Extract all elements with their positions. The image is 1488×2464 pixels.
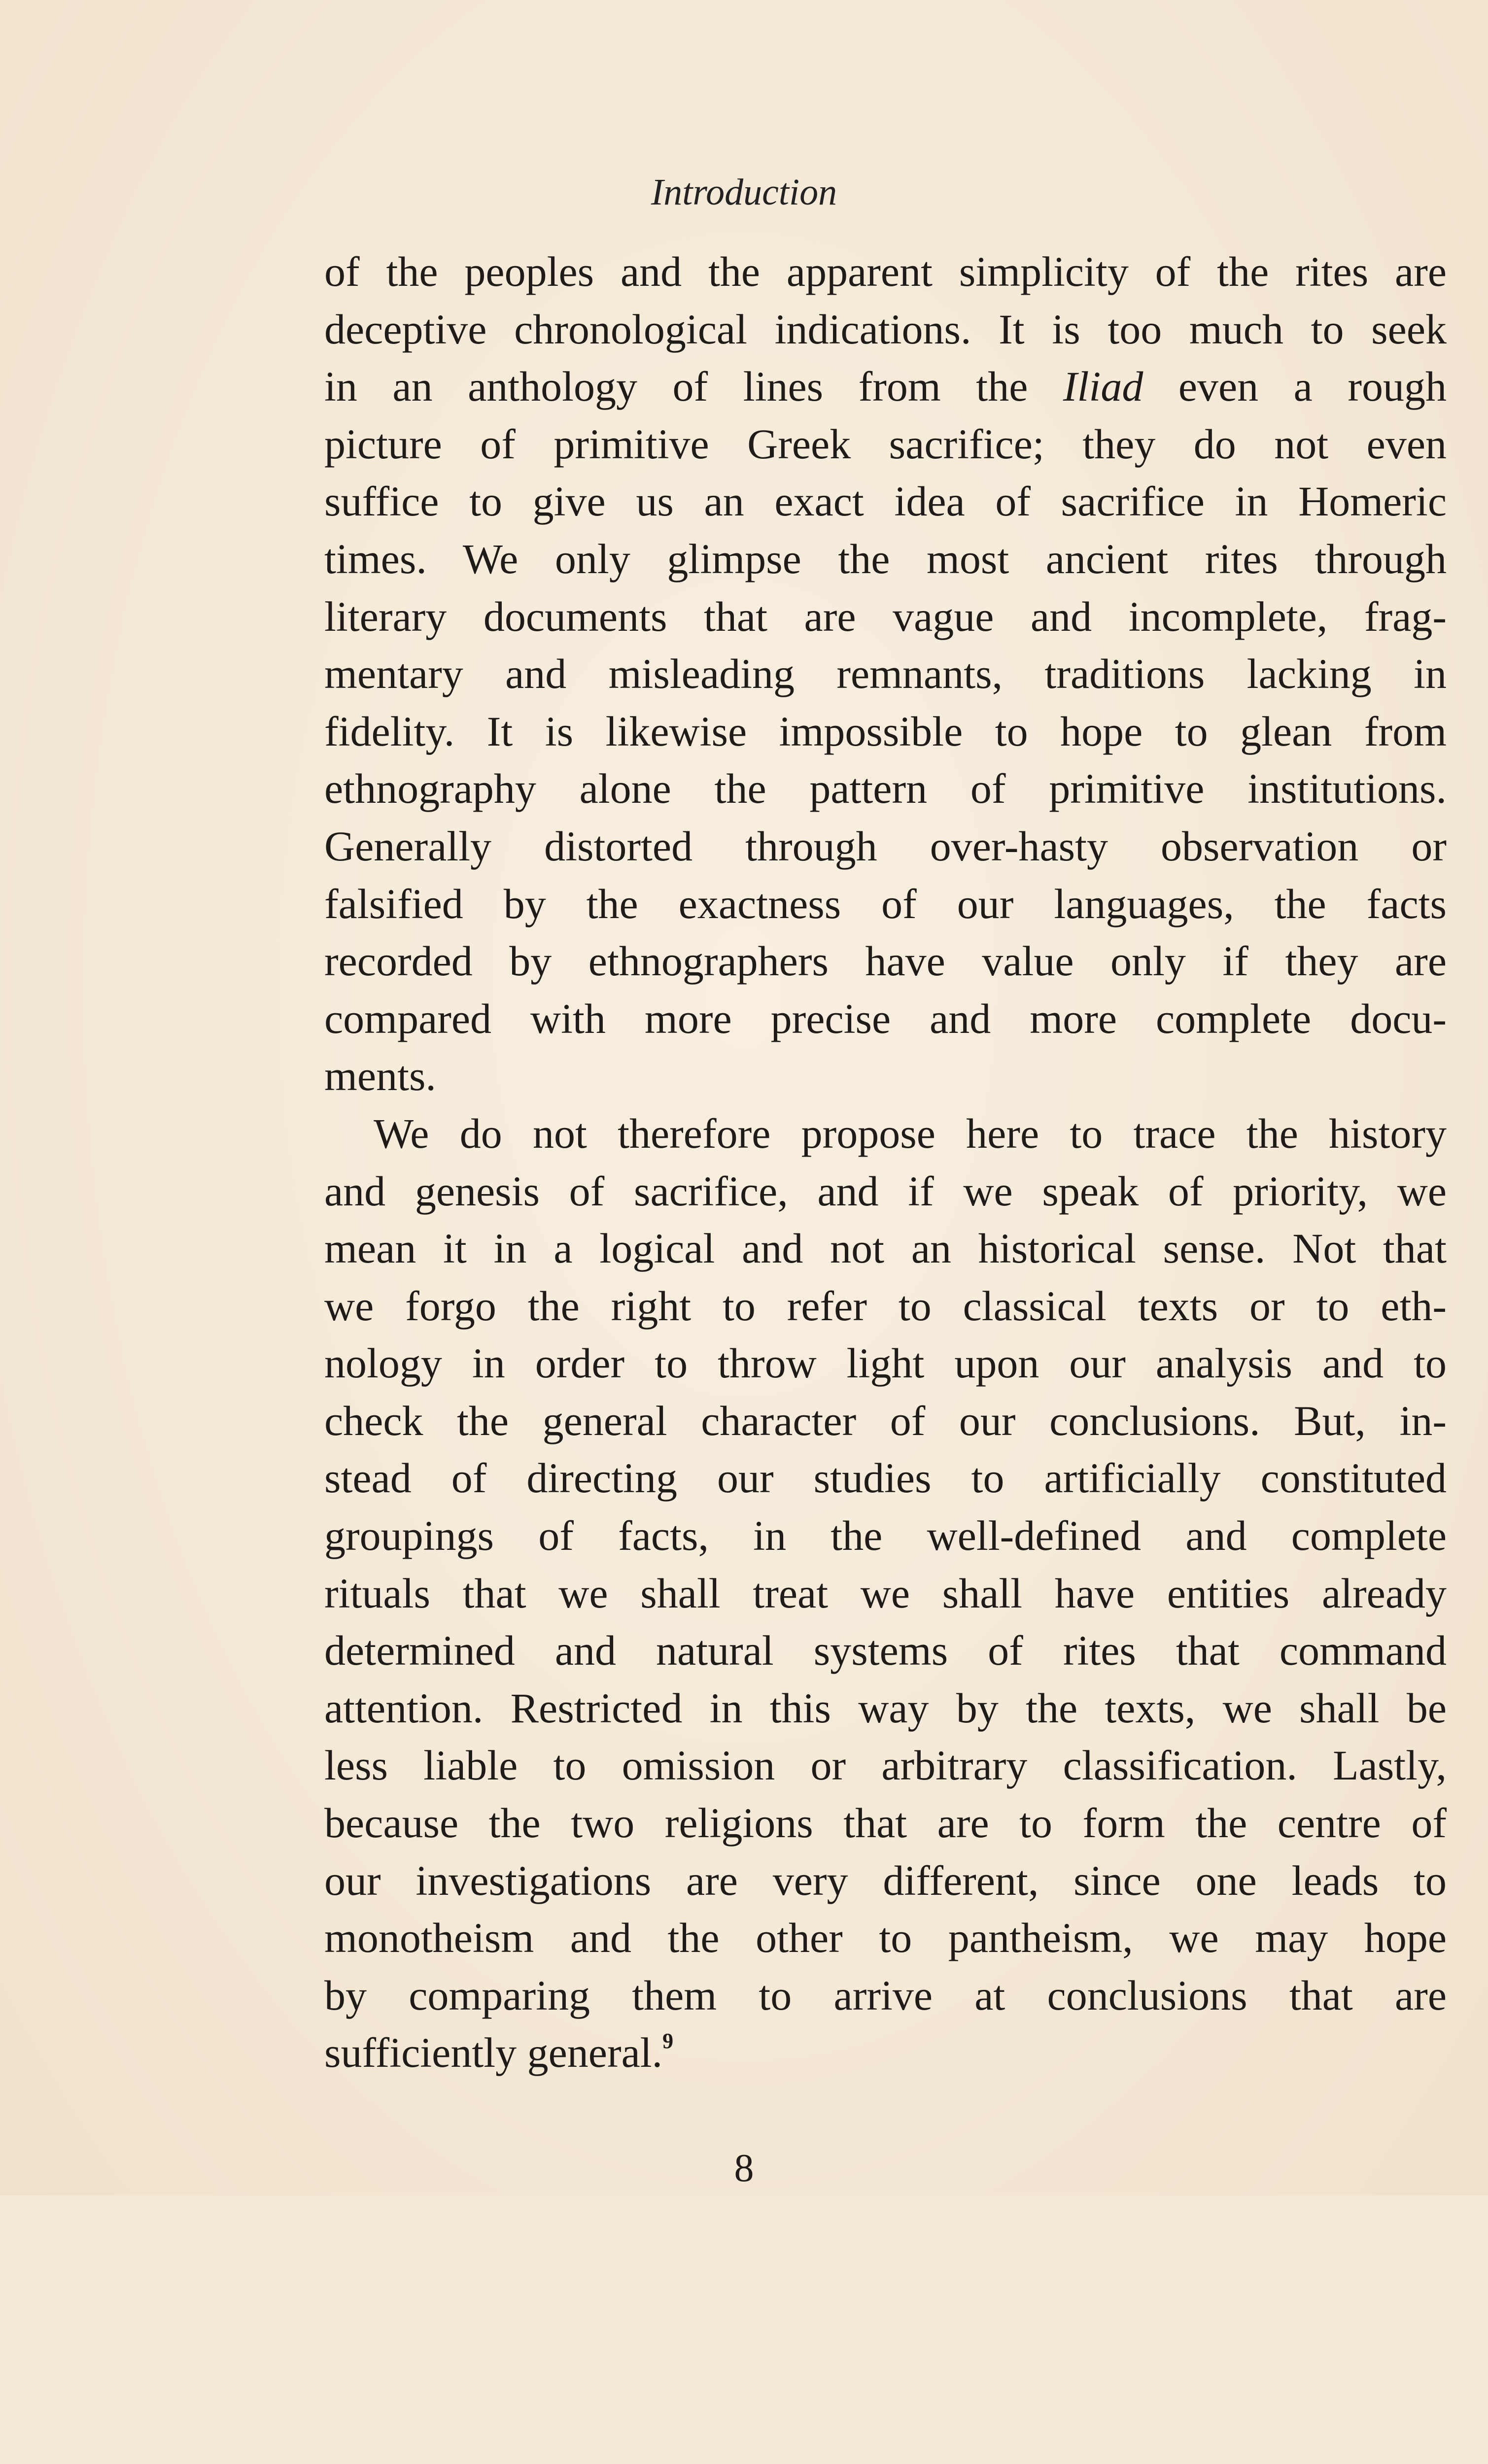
text-segment[interactable]: of the peoples and the apparent simplicity of the rites are xyxy=(324,248,1447,295)
text-segment[interactable]: We do not therefore propose here to trace the history xyxy=(374,1109,1447,1157)
text-segment[interactable]: monotheism and the other to pantheism, we may hope xyxy=(324,1914,1447,1962)
text-segment[interactable]: Generally distorted through over-hasty observation or xyxy=(324,822,1447,870)
text-segment[interactable]: rituals that we shall treat we shall have entities already xyxy=(324,1569,1447,1617)
text-segment[interactable]: groupings of facts, in the well-defined and complete xyxy=(324,1512,1447,1560)
text-line xyxy=(324,2024,1447,2082)
text-line xyxy=(324,645,1447,703)
text-line xyxy=(324,875,1447,933)
text-segment[interactable]: even a rough xyxy=(1143,363,1447,411)
text-segment[interactable]: and genesis of sacrifice, and if we speak of priority, we xyxy=(324,1167,1447,1215)
text-segment[interactable]: determined and natural systems of rites that command xyxy=(324,1627,1447,1675)
text-segment[interactable]: stead of directing our studies to artificially constituted xyxy=(324,1454,1447,1502)
text-line xyxy=(324,1105,1447,1163)
text-segment[interactable]: check the general character of our conclusions. But, in- xyxy=(324,1397,1447,1444)
text-line xyxy=(324,301,1447,358)
text-segment[interactable]: by comparing them to arrive at conclusions that are xyxy=(324,1971,1447,2019)
text-segment[interactable]: compared with more precise and more complete docu- xyxy=(324,994,1447,1042)
text-line xyxy=(324,703,1447,760)
text-segment[interactable]: recorded by ethnographers have value only if they are xyxy=(324,937,1447,985)
text-segment[interactable]: nology in order to throw light upon our analysis and to xyxy=(324,1339,1447,1387)
text-line xyxy=(324,358,1447,415)
text-segment[interactable]: in an anthology of lines from the xyxy=(324,363,1063,411)
text-line xyxy=(324,1565,1447,1622)
text-line xyxy=(324,1622,1447,1679)
body-text xyxy=(324,243,1447,2082)
italic-title: Iliad xyxy=(1063,363,1143,411)
text-line xyxy=(324,1507,1447,1565)
text-line xyxy=(324,473,1447,530)
text-segment[interactable]: less liable to omission or arbitrary classification. Lastly, xyxy=(324,1742,1447,1789)
text-segment[interactable]: we forgo the right to refer to classical texts or to eth- xyxy=(324,1282,1447,1330)
text-line xyxy=(324,1967,1447,2024)
text-segment[interactable]: suffice to give us an exact idea of sacrifice in Homeric xyxy=(324,478,1447,525)
text-line xyxy=(324,818,1447,875)
text-segment[interactable]: sufficiently general. xyxy=(324,2029,663,2077)
text-segment[interactable]: fidelity. It is likewise impossible to hope to glean from xyxy=(324,707,1447,755)
text-line xyxy=(324,588,1447,646)
text-segment[interactable]: our investigations are very different, since one leads to xyxy=(324,1856,1447,1904)
text-line xyxy=(324,760,1447,818)
footnote-reference[interactable]: 9 xyxy=(662,2029,674,2053)
text-line xyxy=(324,1737,1447,1794)
text-line xyxy=(324,932,1447,990)
text-line xyxy=(324,1449,1447,1507)
text-segment[interactable]: mentary and misleading remnants, traditions lacking in xyxy=(324,650,1447,698)
text-line xyxy=(324,415,1447,473)
text-segment[interactable]: ments. xyxy=(324,1052,436,1100)
text-segment[interactable]: deceptive chronological indications. It is too much to seek xyxy=(324,305,1447,353)
text-line xyxy=(324,1163,1447,1220)
text-line xyxy=(324,1392,1447,1450)
text-segment[interactable]: because the two religions that are to form the centre of xyxy=(324,1799,1447,1847)
text-line xyxy=(324,1335,1447,1392)
text-segment[interactable]: times. We only glimpse the most ancient rites through xyxy=(324,535,1447,582)
page-number: 8 xyxy=(734,2147,754,2190)
text-segment[interactable]: falsified by the exactness of our languages, the facts xyxy=(324,880,1447,927)
text-line xyxy=(324,1852,1447,1910)
text-line xyxy=(324,1277,1447,1335)
text-line xyxy=(324,1679,1447,1737)
text-segment[interactable]: picture of primitive Greek sacrifice; they do not even xyxy=(324,420,1447,468)
running-head: Introduction xyxy=(651,171,837,213)
text-segment[interactable]: literary documents that are vague and incomplete, frag- xyxy=(324,592,1447,640)
text-line xyxy=(324,990,1447,1048)
text-segment[interactable]: mean it in a logical and not an historical sense. Not that xyxy=(324,1225,1447,1272)
text-segment[interactable]: attention. Restricted in this way by the texts, we shall be xyxy=(324,1684,1447,1732)
text-line xyxy=(324,1047,1447,1105)
text-segment[interactable]: ethnography alone the pattern of primitive institutions. xyxy=(324,765,1447,813)
text-line xyxy=(324,1220,1447,1277)
text-line xyxy=(324,1794,1447,1852)
text-line xyxy=(324,1909,1447,1967)
text-line xyxy=(324,243,1447,301)
text-line xyxy=(324,530,1447,588)
